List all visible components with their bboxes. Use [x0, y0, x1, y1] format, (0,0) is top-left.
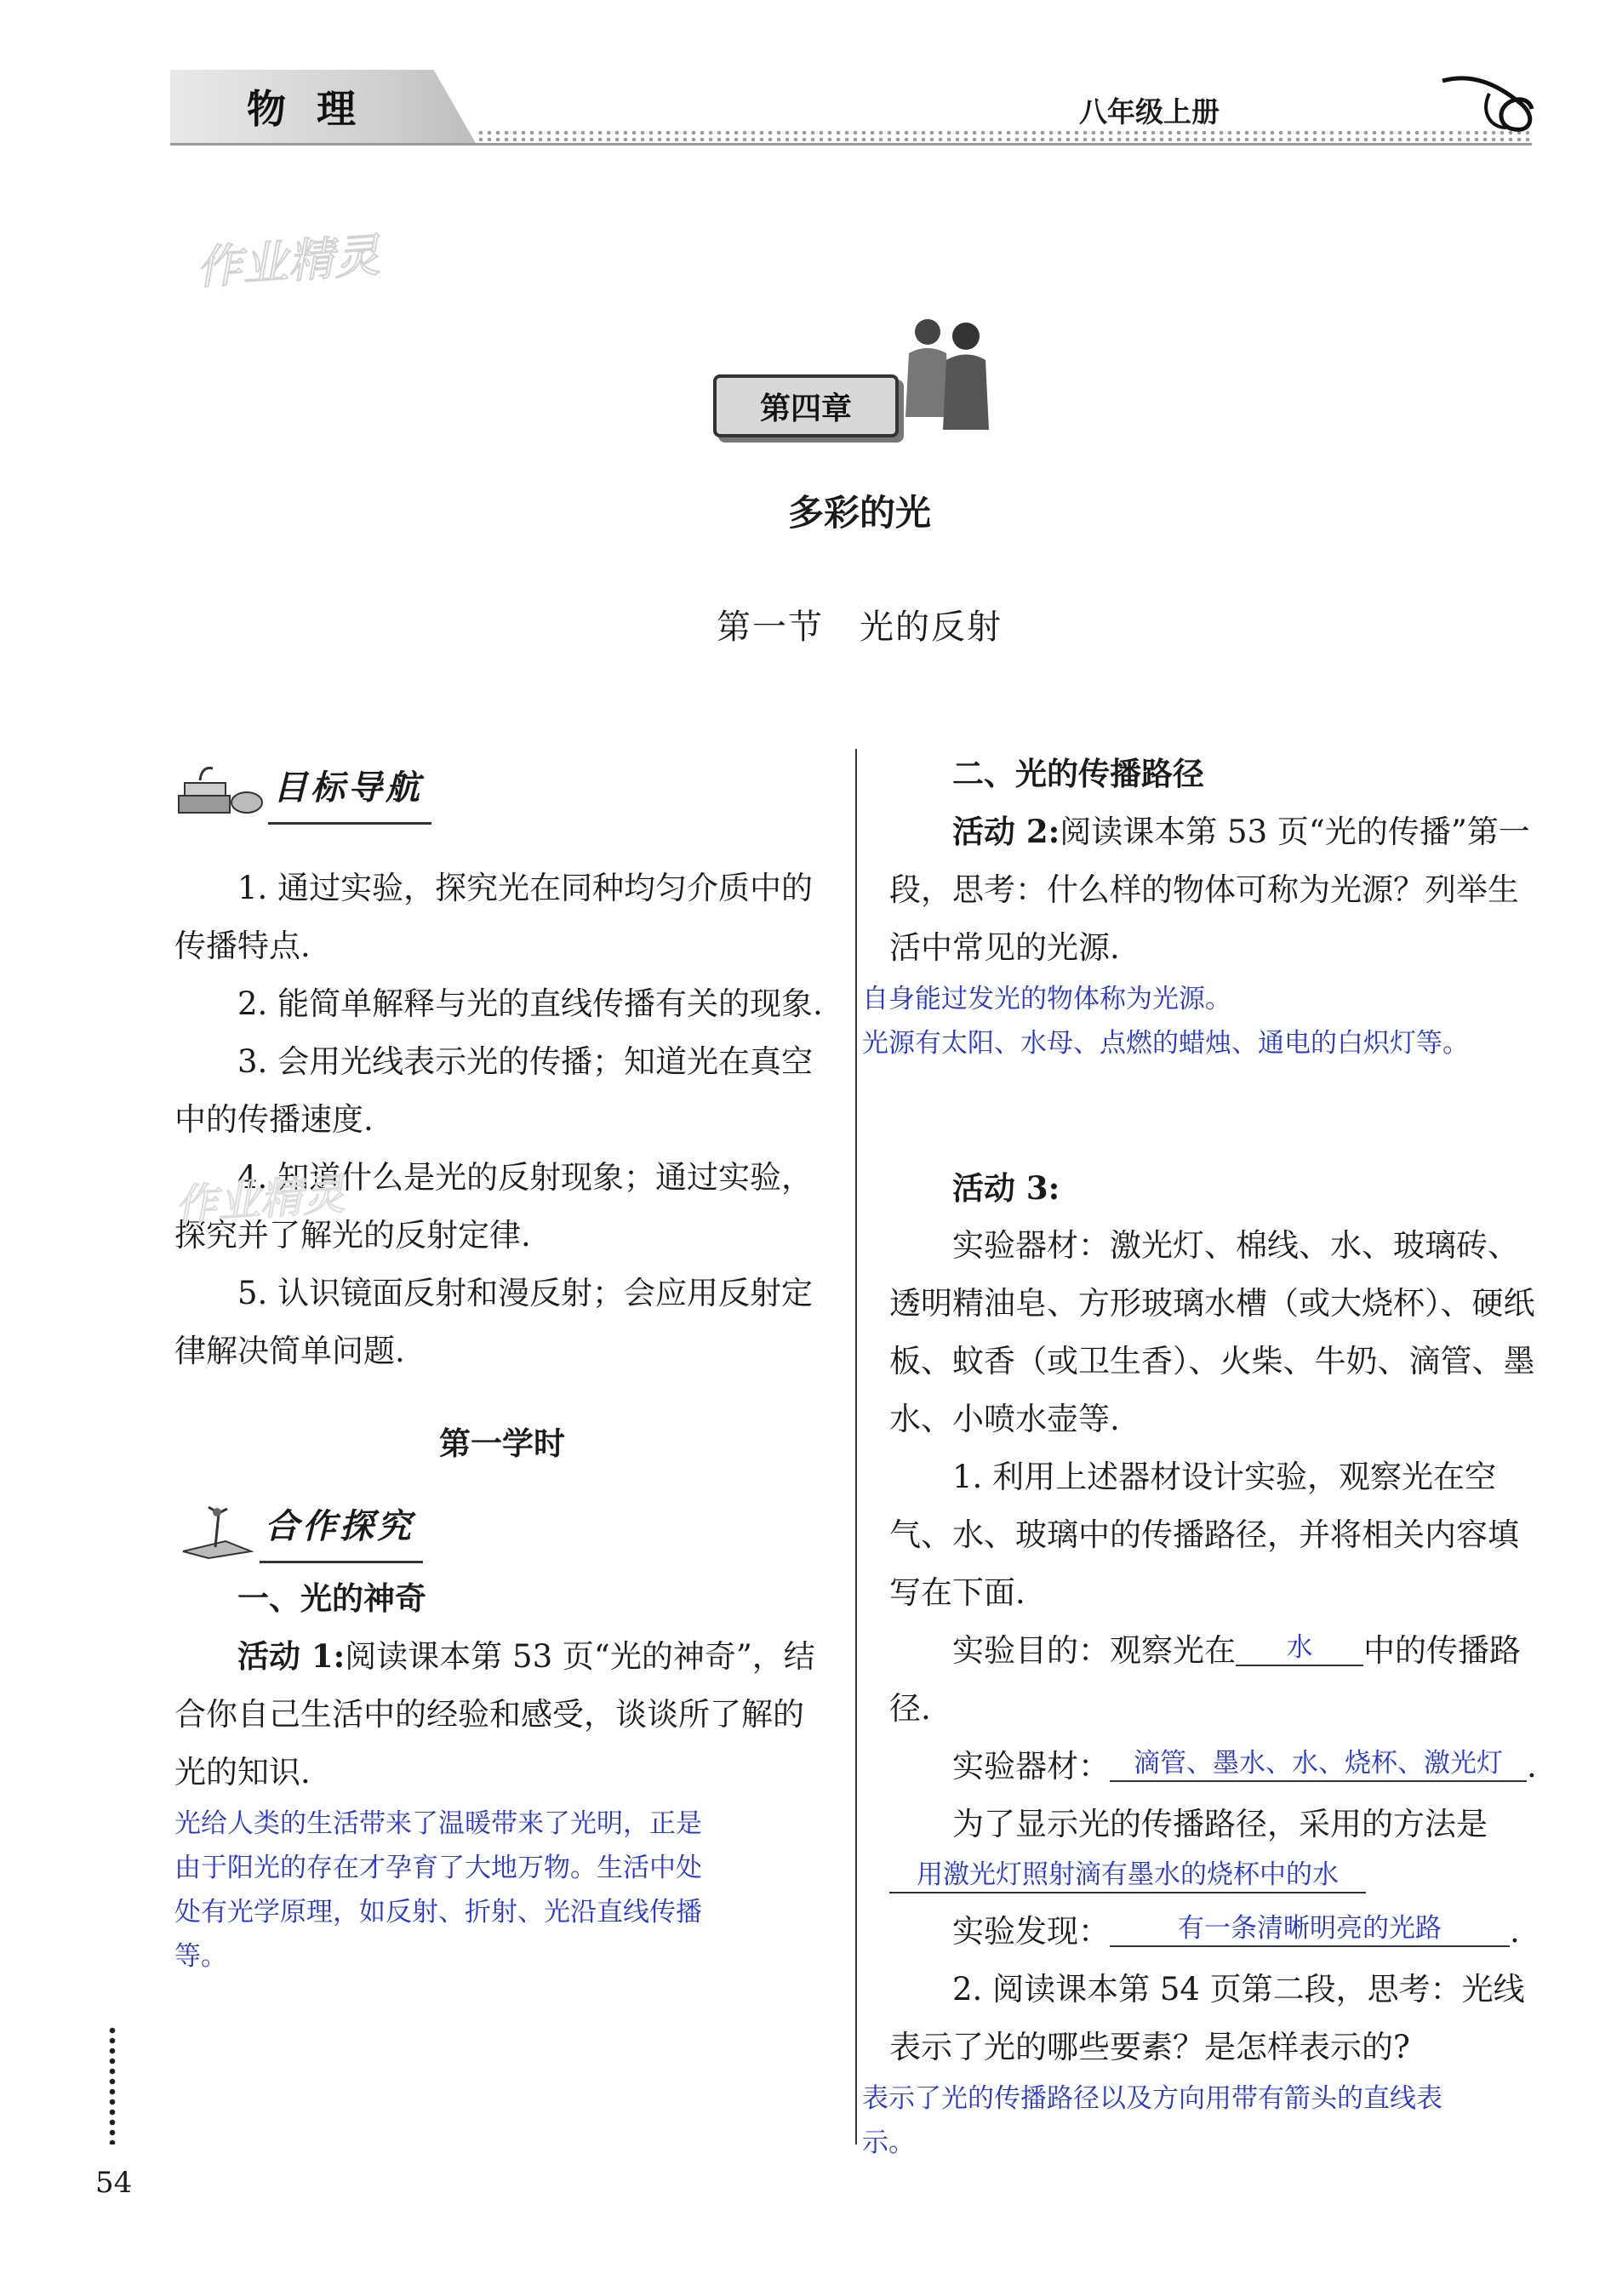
goal-item: 1. 通过实验，探究光在同种均匀介质中的传播特点.: [174, 870, 814, 964]
scroll-ornament-icon: [1438, 68, 1540, 136]
page-number: 54: [95, 2166, 133, 2200]
goal-item: 3. 会用光线表示光的传播；知道光在真空中的传播速度.: [174, 1043, 814, 1138]
people-illustration: [894, 311, 996, 434]
goal-item: 4. 知道什么是光的反射现象；通过实验，探究并了解光的反射定律.: [174, 1159, 814, 1254]
answer-activity1: 光给人类的生活带来了温暖带来了光明，正是 由于阳光的存在才孕育了大地万物。生活中处 处有光学原理，如反射、折射、光沿直线传播 等。: [174, 1808, 702, 1972]
experiment-method: 为了显示光的传播路径，采用的方法是: [952, 1806, 1488, 1842]
answer-question2: 表示了光的传播路径以及方向用带有箭头的直线表 示。: [862, 2083, 1442, 2158]
experiment-finding: 实验发现： 有一条清晰明亮的光路 .: [952, 1913, 1520, 1950]
activity3-label: 活动 3:: [952, 1169, 1060, 1207]
activity1: 活动 1:阅读课本第 53 页“光的神奇”，结合你自己生活中的经验和感受，谈谈所了解的光的知识.: [174, 1637, 815, 1791]
header-dots: [477, 129, 1532, 141]
left-column: [174, 757, 830, 1979]
watermark: 作业精灵: [173, 1169, 347, 1231]
margin-dots: [108, 2025, 117, 2145]
part1-heading: 一、光的神奇: [237, 1579, 426, 1617]
method-blank: 用激光灯照射滴有墨水的烧杯中的水: [889, 1858, 1366, 1893]
experiment-purpose: 实验目的：观察光在 水 中的传播路径.: [889, 1632, 1521, 1727]
column-divider: [855, 749, 857, 2145]
method-line: [889, 1853, 1545, 1903]
header-rule: [170, 143, 1532, 146]
materials-blank: 滴管、墨水、水、烧杯、激光灯: [1110, 1746, 1527, 1782]
equipment-text: 实验器材：激光灯、棉线、水、玻璃砖、透明精油皂、方形玻璃水槽（或大烧杯）、硬纸板、蚊香（或卫生香）、火柴、牛奶、滴管、墨水、小喷水壶等.: [889, 1227, 1535, 1437]
question1: 1. 利用上述器材设计实验，观察光在空气、水、玻璃中的传播路径，并将相关内容填写在下面.: [889, 1459, 1519, 1611]
watermark: 作业精灵: [194, 228, 382, 295]
chapter-badge: 第四章: [713, 374, 899, 437]
books-icon: [174, 762, 268, 821]
lamp-icon: [174, 1500, 260, 1560]
part2-heading: 二、光的传播路径: [952, 755, 1204, 792]
question2: 2. 阅读课本第 54 页第二段，思考：光线表示了光的哪些要素？是怎样表示的?: [889, 1971, 1525, 2065]
coop-heading: 合作探究: [174, 1496, 830, 1564]
answer-activity2: 自身能过发光的物体称为光源。 光源有太阳、水母、点燃的蜡烛、通电的白炽灯等。: [862, 984, 1469, 1059]
lesson-title: 第一学时: [439, 1425, 565, 1462]
finding-blank: 有一条清晰明亮的光路: [1110, 1911, 1510, 1947]
goal-item: 5. 认识镜面反射和漫反射；会应用反射定律解决简单问题.: [174, 1275, 814, 1369]
grade-label: 八年级上册: [1079, 95, 1220, 129]
chapter-title: 多彩的光: [787, 492, 931, 534]
section-title: 第一节 光的反射: [717, 608, 1003, 647]
right-column: [862, 745, 1545, 2165]
goals-heading: 目标导航: [174, 757, 830, 825]
purpose-blank: 水: [1236, 1631, 1363, 1666]
experiment-materials: 实验器材： 滴管、墨水、水、烧杯、激光灯 .: [952, 1748, 1537, 1785]
goal-item: 2. 能简单解释与光的直线传播有关的现象.: [237, 985, 823, 1022]
activity2: 活动 2:阅读课本第 53 页“光的传播”第一段，思考：什么样的物体可称为光源？列举生活中常见的光源.: [889, 813, 1530, 966]
subject-title: 物理: [247, 86, 386, 132]
